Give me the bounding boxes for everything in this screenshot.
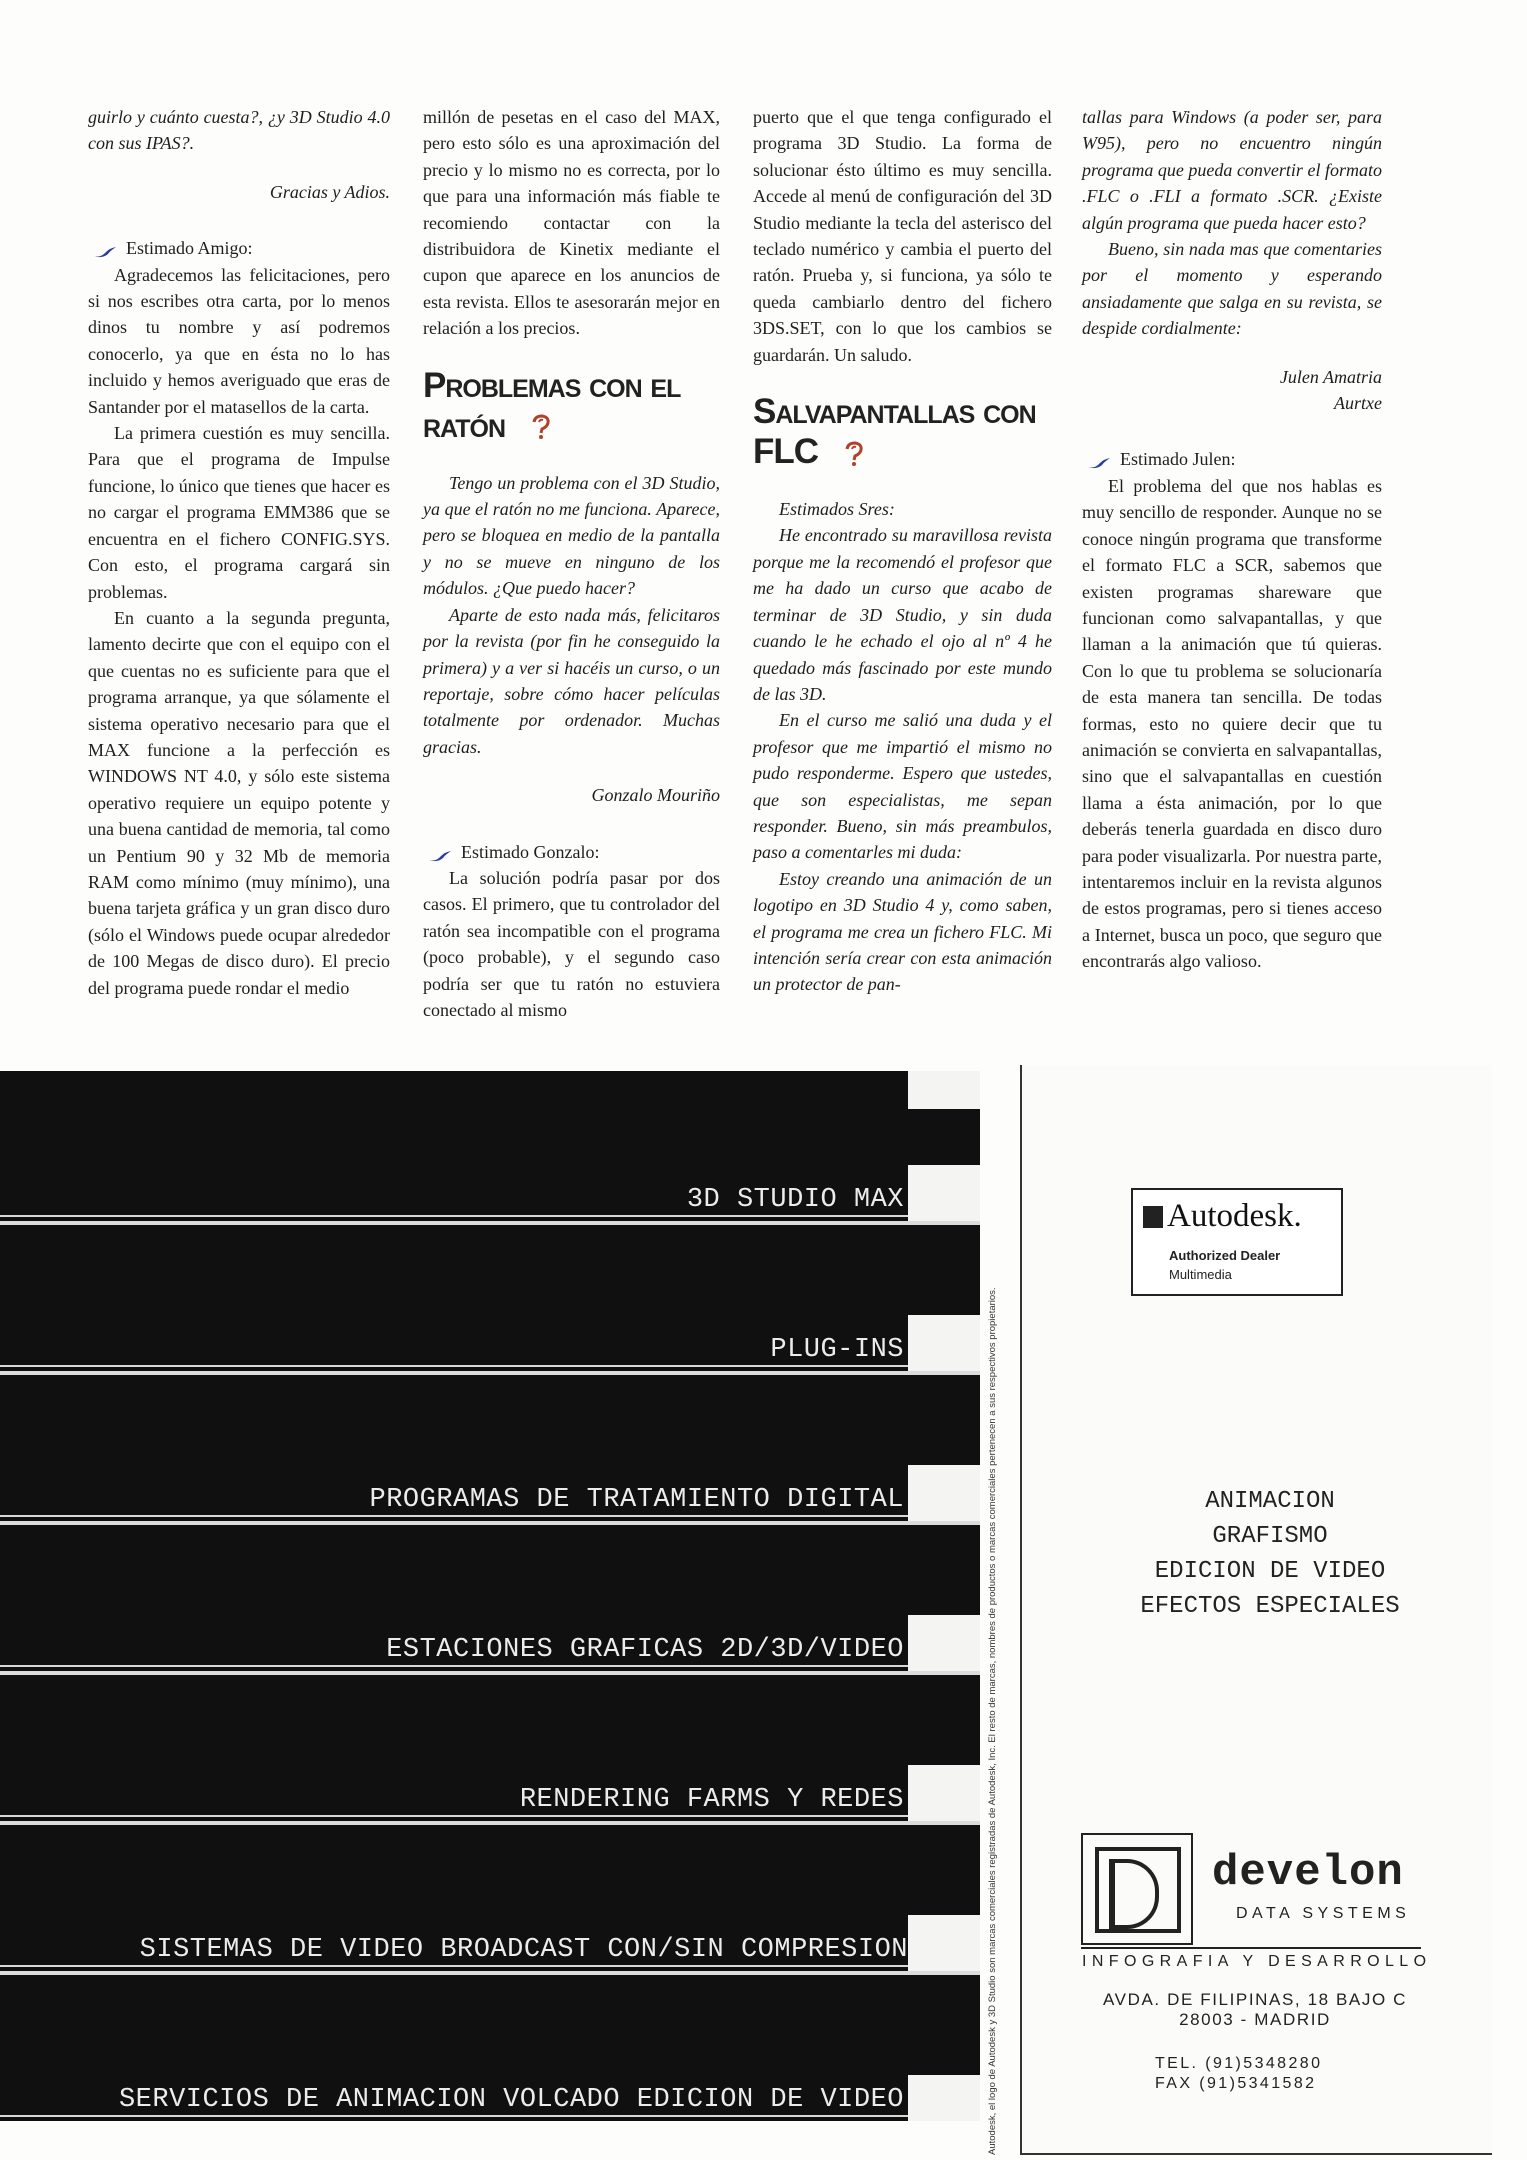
reply-swoosh-icon bbox=[92, 245, 118, 259]
ad-band-label: 3D STUDIO MAX bbox=[686, 1185, 904, 1215]
reply-text: puerto que el que tenga configurado el programa 3D Studio. La forma de solucionar ésto último es muy sencilla. Accede al menú de configuración del 3D Studio mediante la tecla del asterisco del teclado numérico y cambia el puerto del ratón. Prueba y, si funciona, ya sólo te queda cambiarlo dentro del fichero 3DS.SET, con lo que los cambios se guardarán. Un saludo. bbox=[753, 107, 1052, 365]
letter-signature: Julen Amatria bbox=[1279, 366, 1382, 387]
divider bbox=[1081, 1947, 1421, 1949]
reply-text: millón de pesetas en el caso del MAX, pero esto sólo es una aproximación del precio y lo mismo no es correcta, por lo que para una información más fiable te recomiendo contactar con la distribuidora de Kinetix mediante el cupon que aparece en los anuncios de esta revista. Ellos te asesorarán mejor en relación a los precios. bbox=[423, 107, 720, 339]
article-column-1 bbox=[88, 104, 390, 1001]
article-column-3 bbox=[753, 104, 1052, 998]
reply-swoosh-icon bbox=[427, 849, 453, 863]
ad-band-6 bbox=[0, 1821, 980, 1971]
reply-salutation: Estimado Julen: bbox=[1082, 446, 1382, 472]
ad-band-label: SERVICIOS DE ANIMACION VOLCADO EDICION DE VIDEO bbox=[118, 2085, 904, 2115]
letter-text: Aparte de esto nada más, felicitaros por la revista (por fin he conseguido la primera) y a ver si hacéis un curso, o un reportaje, sobre cómo hacer películas totalmente por ordenador. Muchas gracias. bbox=[423, 604, 720, 757]
company-name: develon bbox=[1212, 1848, 1404, 1898]
develon-logo-icon bbox=[1081, 1833, 1193, 1945]
letter-signature: Gracias y Adios. bbox=[269, 181, 390, 202]
ad-services-list bbox=[1070, 1484, 1470, 1624]
letter-signature: Gonzalo Mouriño bbox=[591, 785, 720, 806]
reply-text: La solución podría pasar por dos casos. El primero, que tu controlador del ratón sea incompatible con el programa (poco probable), y el segundo caso podría ser que tu ratón no estuviera conectado al mismo bbox=[423, 867, 720, 1020]
reply-text: En cuanto a la segunda pregunta, lamento decirte que con el equipo con el que cuentas no es suficiente para que el programa arranque, ya que sólamente el sistema operativo necesario para que el MAX funcione a la perfección es WINDOWS NT 4.0, y sólo este sistema operativo requiere un equipo potente y una buena cantidad de memoria, tal como un Pentium 90 y 32 Mb de memoria RAM como mínimo (muy mínimo), una buena tarjeta gráfica y un gran disco duro (sólo el Windows puede ocupar alrededor de 100 Megas de disco duro). El precio del programa puede rondar el medio bbox=[88, 607, 390, 998]
ad-band-7 bbox=[0, 1971, 980, 2121]
company-tagline: INFOGRAFIA Y DESARROLLO bbox=[1082, 1953, 1432, 1970]
ad-band-3 bbox=[0, 1371, 980, 1521]
letter-text: Tengo un problema con el 3D Studio, ya que el ratón no me funciona. Aparece, pero se bloquea en medio de la pantalla y no se mueve en ninguno de los módulos. ¿Que puedo hacer? bbox=[423, 472, 720, 599]
reply-text: El problema del que nos hablas es muy sencillo de responder. Aunque no se conoce ningún programa que transforme el formato FLC a SCR, sabemos que existen programas shareware que funcionan como salvapantallas, y que llaman a la animación que tú quieras. Con lo que tu problema se solucionaría de esta manera tan sencilla. De todas formas, esto no quiere decir que tu animación se convierta en salvapantallas, sino que el salvapantallas en cuestión llama a ésta animación, por lo que deberás tenerla guardada en disco duro para poder visualizarla. Por nuestra parte, intentaremos incluir en la revista algunos de estos programas, pero si tienes acceso a Internet, busca un poco, que seguro que encontrarás algo valioso. bbox=[1082, 475, 1382, 972]
reply-swoosh-icon bbox=[1086, 456, 1112, 470]
company-phones bbox=[1155, 2054, 1322, 2094]
reply-text: Agradecemos las felicitaciones, pero si nos escribes otra carta, por lo menos dinos tu nombre y así podremos conocerlo, ya que en ésta no lo has incluido y hemos averiguado que eras de Santander por el matasellos de la carta. bbox=[88, 264, 390, 417]
letter-text: Estoy creando una animación de un logotipo en 3D Studio 4 y, como saben, el programa me crea un fichero FLC. Mi intención sería crear con esta animación un protector de pan- bbox=[753, 868, 1052, 995]
section-heading: Problemas con el ratón bbox=[423, 365, 681, 445]
ad-band-2 bbox=[0, 1221, 980, 1371]
letter-text: En el curso me salió una duda y el profesor que me impartió el mismo no pudo responderme. Espero que ustedes, que son especialistas, me sepan responder. Bueno, sin más preambulos, paso a comentarles mi duda: bbox=[753, 710, 1052, 863]
ad-service-item: EDICION DE VIDEO bbox=[1154, 1558, 1386, 1585]
section-heading: Salvapantallas con FLC bbox=[753, 392, 1036, 472]
question-mark-icon bbox=[843, 441, 865, 467]
article-column-2 bbox=[423, 104, 720, 1023]
ad-band-4 bbox=[0, 1521, 980, 1671]
article-column-4 bbox=[1082, 104, 1382, 975]
ad-service-item: GRAFISMO bbox=[1212, 1523, 1328, 1550]
company-tel: TEL. (91)5348280 bbox=[1155, 2055, 1323, 2072]
reply-text: La primera cuestión es muy sencilla. Para que el programa de Impulse funcione, lo único que tienes que hacer es no cargar el programa EMM386 que se encuentra en el fichero CONFIG.SYS. Con esto, el programa cargará sin problemas. bbox=[88, 423, 390, 602]
autodesk-dealer-badge bbox=[1131, 1188, 1343, 1296]
ad-band-1 bbox=[0, 1071, 980, 1221]
letter-text: Bueno, sin nada mas que comentaries por el momento y esperando ansiadamente que salga en su revista, se despide cordialmente: bbox=[1082, 239, 1382, 339]
letter-text: tallas para Windows (a poder ser, para W95), pero no encuentro ningún programa que pueda convertir el formato .FLC o .FLI a formato .SCR. ¿Existe algún programa que pueda hacer esto? bbox=[1082, 107, 1382, 233]
letter-signature-surname: Aurtxe bbox=[1334, 393, 1382, 414]
autodesk-logo-icon bbox=[1143, 1206, 1163, 1228]
ad-band-label: SISTEMAS DE VIDEO BROADCAST CON/SIN COMPRESION bbox=[139, 1935, 908, 1965]
letter-greeting: Estimados Sres: bbox=[779, 499, 895, 520]
ad-band-label: PROGRAMAS DE TRATAMIENTO DIGITAL bbox=[369, 1485, 904, 1515]
letter-text: He encontrado su maravillosa revista porque me la recomendó el profesor que me ha dado un curso que acabo de terminar de 3D Studio, y sin duda cuando le he echado el ojo al nº 4 he quedado más fascinado por este mundo de las 3D. bbox=[753, 525, 1052, 704]
ad-band-label: ESTACIONES GRAFICAS 2D/3D/VIDEO bbox=[386, 1635, 904, 1665]
ad-service-item: ANIMACION bbox=[1205, 1488, 1335, 1515]
ad-service-item: EFECTOS ESPECIALES bbox=[1140, 1593, 1400, 1620]
ad-band-label: RENDERING FARMS Y REDES bbox=[519, 1785, 904, 1815]
company-subtitle: DATA SYSTEMS bbox=[1236, 1905, 1411, 1922]
ad-band-label: PLUG-INS bbox=[770, 1335, 904, 1365]
company-address: AVDA. DE FILIPINAS, 18 BAJO C 28003 - MADRID bbox=[1103, 1990, 1407, 2029]
autodesk-brand: Autodesk. bbox=[1167, 1198, 1302, 1234]
letter-text: guirlo y cuánto cuesta?, ¿y 3D Studio 4.0 con sus IPAS?. bbox=[88, 107, 390, 154]
autodesk-dealer-label: Authorized Dealer bbox=[1169, 1248, 1281, 1263]
reply-salutation: Estimado Gonzalo: bbox=[423, 839, 720, 865]
ad-legal-notice: Autodesk, el logo de Autodesk y 3D Studio son marcas comerciales registradas de Autodesk, Inc. El resto de marcas, nombres de productos o marcas comerciales pertenecen a sus respectivos propietarios. bbox=[987, 1287, 998, 2155]
ad-striped-banner bbox=[0, 1071, 980, 2121]
reply-salutation: Estimado Amigo: bbox=[88, 235, 390, 261]
question-mark-icon bbox=[530, 414, 552, 440]
ad-band-5 bbox=[0, 1671, 980, 1821]
autodesk-multimedia-label: Multimedia bbox=[1169, 1267, 1232, 1282]
company-fax: FAX (91)5341582 bbox=[1155, 2075, 1317, 2092]
